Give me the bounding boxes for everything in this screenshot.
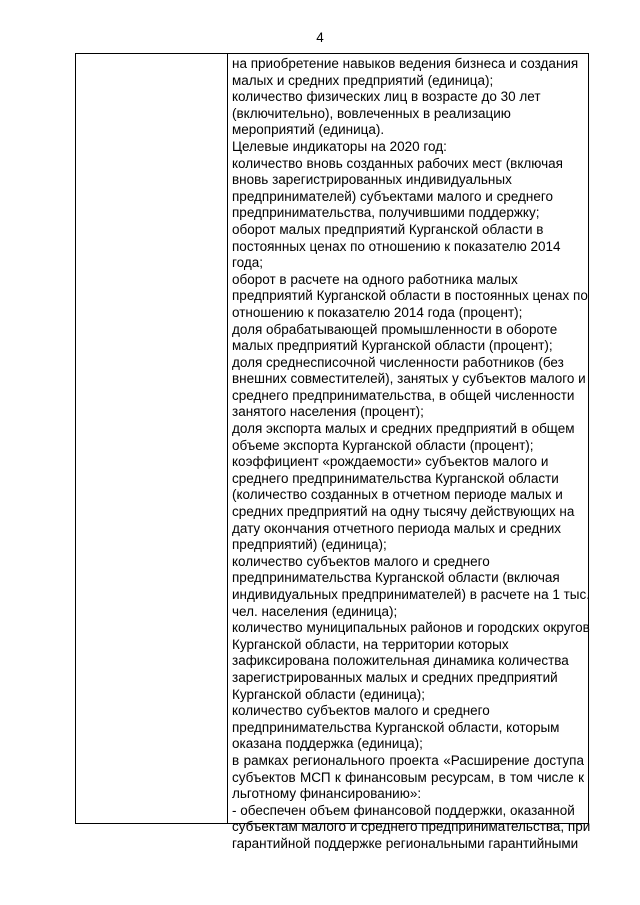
text-line: зарегистрированных малых и средних предприятий (232, 669, 558, 685)
text-line: количество муниципальных районов и городских округов (232, 620, 590, 636)
document-table (75, 53, 591, 851)
text-line: оборот малых предприятий Курганской области в (232, 221, 544, 237)
text-line: субъектов МСП к финансовым ресурсам, в том числе к (232, 769, 584, 785)
text-line: года; (232, 255, 263, 271)
text-line: на приобретение навыков ведения бизнеса и создания (232, 56, 579, 71)
text-line: вновь зарегистрированных индивидуальных (232, 172, 512, 188)
text-line: среднего предпринимательства, в общей численности (232, 387, 575, 403)
text-line: (количество созданных в отчетном периоде малых и (232, 487, 563, 503)
text-line: количество субъектов малого и среднего (232, 553, 490, 569)
text-line: внешних совместителей), занятых у субъектов малого и (232, 371, 586, 387)
text-line: дату окончания отчетного периода малых и средних (232, 520, 562, 536)
text-line: малых и средних предприятий (единица); (232, 72, 494, 88)
text-line: предпринимательства Курганской области (включая (232, 570, 560, 586)
text-line: гарантийной поддержке региональными гарантийными (232, 835, 579, 851)
text-line: малых предприятий Курганской области (процент); (232, 338, 553, 354)
text-line: занятого населения (процент); (232, 404, 424, 420)
text-line: мероприятий (единица). (232, 122, 385, 138)
text-line: среднего предпринимательства Курганской области (232, 470, 559, 486)
text-line: индивидуальных предпринимателей) в расчете на 1 тыс. (232, 587, 590, 602)
table-right-column (228, 54, 591, 851)
text-line: - обеспечен объем финансовой поддержки, оказанной (232, 802, 575, 818)
page-number: 4 (316, 30, 324, 45)
text-line: доля среднесписочной численности работников (без (232, 354, 564, 370)
text-line: предприятий Курганской области в постоянных ценах по (232, 288, 588, 304)
text-line: количество вновь созданных рабочих мест (включая (232, 155, 563, 171)
text-line: в рамках регионального проекта «Расширение доступа (232, 752, 584, 768)
text-line: зафиксирована положительная динамика количества (232, 653, 569, 669)
text-line: средних предприятий на одну тысячу действующих на (232, 504, 575, 520)
text-line: предпринимательства Курганской области, которым (232, 719, 560, 735)
text-line: объеме экспорта Курганской области (процент); (232, 437, 534, 453)
text-line: (включительно), вовлеченных в реализацию (232, 105, 511, 121)
text-line: Целевые индикаторы на 2020 год: (232, 138, 447, 154)
table-left-column (76, 54, 228, 823)
text-line: чел. населения (единица); (232, 603, 398, 619)
text-line: предприятий) (единица); (232, 537, 387, 553)
text-line: количество субъектов малого и среднего (232, 703, 490, 719)
text-line: доля обрабатывающей промышленности в обороте (232, 321, 558, 337)
text-line: коэффициент «рождаемости» субъектов малого и (232, 454, 549, 470)
text-line: оказана поддержка (единица); (232, 736, 423, 752)
text-line: доля экспорта малых и средних предприятий в общем (232, 421, 575, 437)
text-line: отношению к показателю 2014 года (процент); (232, 304, 523, 320)
text-line: предпринимателей) субъектами малого и среднего (232, 188, 554, 204)
text-line: Курганской области, на территории которых (232, 636, 509, 652)
text-line: субъектам малого и среднего предпринимательства, при (232, 819, 591, 835)
text-line: предпринимательства, получившими поддержку; (232, 205, 540, 221)
text-line: постоянных ценах по отношению к показателю 2014 (232, 238, 561, 254)
text-line: льготному финансированию»: (232, 786, 422, 802)
text-line: Курганской области (единица); (232, 686, 426, 702)
text-line: количество физических лиц в возрасте до 30 лет (232, 89, 541, 105)
text-line: оборот в расчете на одного работника малых (232, 271, 518, 287)
